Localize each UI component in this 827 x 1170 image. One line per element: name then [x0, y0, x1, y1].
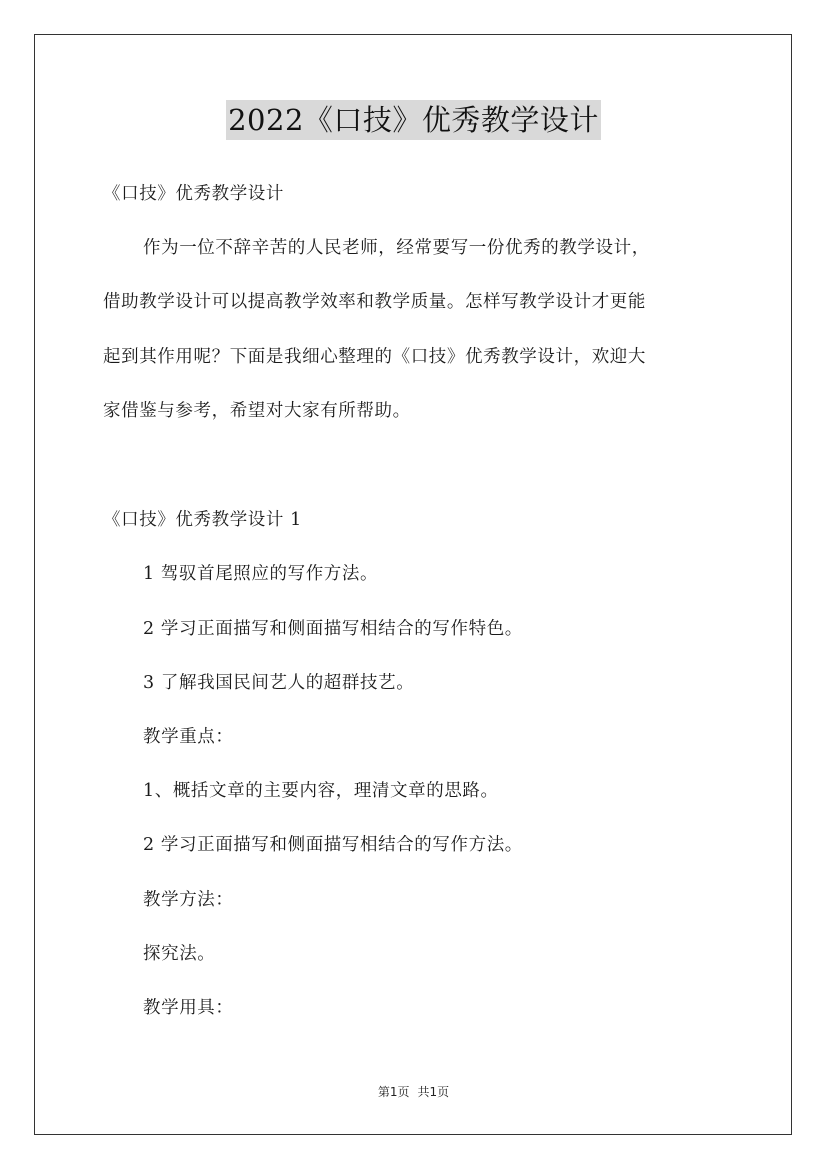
intro-line-2: 借助教学设计可以提高教学效率和教学质量。怎样写教学设计才更能	[103, 292, 646, 312]
list-item: 1、概括文章的主要内容，理清文章的思路。	[143, 781, 499, 801]
list-item: 教学方法：	[143, 890, 234, 910]
list-item: 探究法。	[143, 944, 216, 964]
list-item: 3 了解我国民间艺人的超群技艺。	[143, 673, 415, 693]
title-container	[0, 100, 827, 140]
document-title: 2022《口技》优秀教学设计	[226, 100, 601, 140]
list-item: 教学用具：	[143, 998, 234, 1018]
list-item: 2 学习正面描写和侧面描写相结合的写作特色。	[143, 619, 523, 639]
list-item: 教学重点：	[143, 727, 234, 747]
section-heading: 《口技》优秀教学设计 1	[103, 510, 302, 530]
intro-line-3: 起到其作用呢？下面是我细心整理的《口技》优秀教学设计，欢迎大	[103, 347, 646, 367]
page-total: 共1页	[417, 1085, 450, 1099]
page-number: 第1页	[377, 1085, 410, 1099]
intro-line-4: 家借鉴与参考，希望对大家有所帮助。	[103, 401, 411, 421]
page-footer	[0, 1084, 827, 1100]
list-item: 2 学习正面描写和侧面描写相结合的写作方法。	[143, 835, 523, 855]
document-subtitle: 《口技》优秀教学设计	[103, 184, 284, 204]
intro-line-1: 作为一位不辞辛苦的人民老师，经常要写一份优秀的教学设计，	[143, 238, 650, 258]
list-item: 1 驾驭首尾照应的写作方法。	[143, 564, 379, 584]
